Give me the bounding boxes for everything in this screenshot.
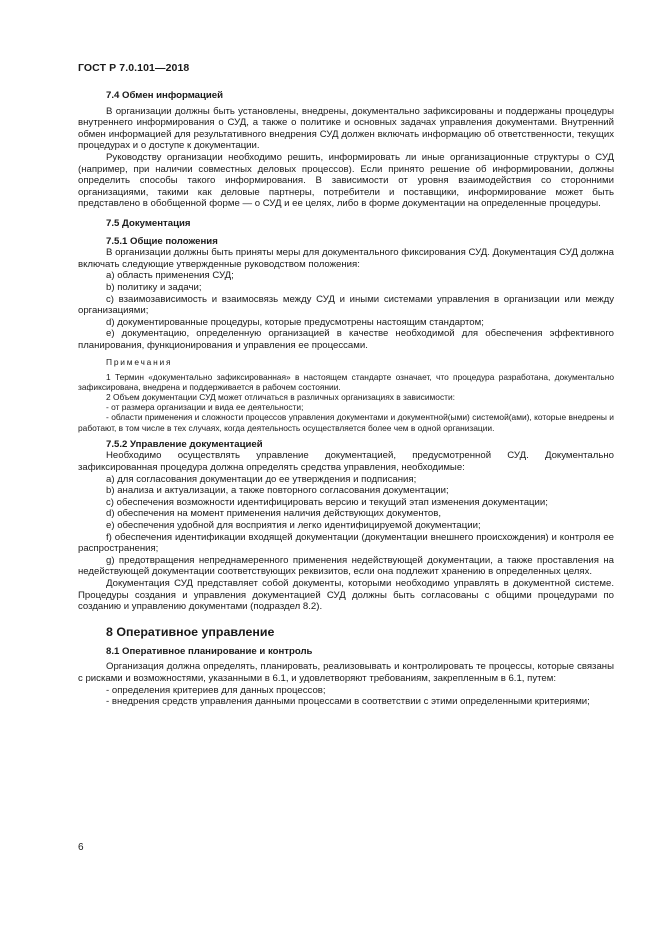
list-item: a) область применения СУД; — [106, 270, 234, 282]
paragraph: Организация должна определять, планировать, реализовывать и контролировать те процессы, которые связаны с рисками и возможностями, указанными в 6.1, и удовлетворяют требованиям, закрепленным в 6.1, путем: — [78, 661, 614, 684]
notes-title: Примечания — [106, 357, 173, 368]
list-item: d) документированные процедуры, которые предусмотрены настоящим стандартом; — [106, 316, 484, 328]
paragraph: Руководству организации необходимо решить, информировать ли иные организационные структуры о СУД (например, при наличии совместных деловых процессов). Если принято решение об информировании, должны определить способы такого информирования. В зависимости от уровня взаимодействия со сторонними организациями, такими как деловые партнеры, потребители и поставщики, информирование может быть представлено в обобщенной форме — о СУД и ее целях, либо в форме документации на определенные процедуры. — [78, 151, 614, 210]
paragraph: В организации должны быть установлены, внедрены, документально зафиксированы и поддержаны процедуры внутреннего информирования о СУД, а также о политике и основных задачах управления документами. Внутренний обмен информацией для результативного внедрения СУД должен включать информацию об ответственности, текущих процедурах и о доступе к документации. — [78, 105, 614, 152]
section-heading-7-5-2: 7.5.2 Управление документацией — [106, 438, 263, 450]
paragraph: Необходимо осуществлять управление документацией, предусмотренной СУД. Документально зафиксированная процедура должна определять средства управления, необходимые: — [78, 450, 614, 474]
section-heading-7-4: 7.4 Обмен информацией — [106, 90, 224, 101]
list-item: a) для согласования документации до ее утверждения и подписания; — [106, 473, 417, 485]
section-heading-8: 8 Оперативное управление — [106, 624, 275, 639]
section-heading-7-5: 7.5 Документация — [106, 217, 191, 229]
list-item: b) анализа и актуализации, а также повторного согласования документации; — [106, 485, 449, 497]
list-item: g) предотвращения непреднамеренного применения недействующей документации, а также проставления на недействующей документации соответствующих реквизитов, если она подлежит хранению в определенных целях. — [78, 554, 614, 578]
list-item: - определения критериев для данных процессов; — [106, 684, 326, 696]
list-item: b) политику и задачи; — [106, 281, 202, 293]
page-number: 6 — [78, 842, 84, 853]
note-item: - от размера организации и вида ее деятельности; — [106, 402, 304, 413]
section-heading-7-5-1: 7.5.1 Общие положения — [106, 235, 218, 247]
section-heading-8-1: 8.1 Оперативное планирование и контроль — [106, 645, 313, 657]
notes-block — [78, 357, 614, 432]
list-item: d) обеспечения на момент применения наличия действующих документов, — [106, 508, 442, 520]
list-item: f) обеспечения идентификации входящей документации (документации внешнего происхождения) и контроля ее распространения; — [78, 531, 614, 555]
standard-header: ГОСТ Р 7.0.101—2018 — [78, 62, 190, 74]
list-item: c) взаимозависимость и взаимосвязь между СУД и иными системами управления в организации или между организациями; — [78, 293, 614, 317]
note-item: 2 Объем документации СУД может отличаться в различных организациях в зависимости: — [106, 392, 455, 403]
paragraph: Документация СУД представляет собой документы, которыми необходимо управлять в документной системе. Процедуры создания и управления документацией СУД должны быть согласованы с общими процедурами по созданию и управлению документами (подраздел 8.2). — [78, 578, 614, 613]
page-content — [78, 90, 614, 708]
list-item: c) обеспечения возможности идентифицировать версию и текущий этап изменения документации; — [106, 496, 548, 508]
paragraph: В организации должны быть приняты меры для документального фиксирования СУД. Документация СУД должна включать следующие утвержденные руководством положения: — [78, 247, 614, 270]
note-item: 1 Термин «документально зафиксированная» в настоящем стандарте означает, что процедура разработана, документально зафиксирована, внедрена и поддерживается в рабочем состоянии. — [78, 371, 614, 392]
note-item: - области применения и сложности процессов управления документами и документной(ыми) системой(ами), которые внедрены и работают, в том числе в тех случаях, когда деятельность осуществляется более чем в одной организации. — [78, 412, 614, 433]
list-item: e) документацию, определенную организацией в качестве необходимой для обеспечения эффективного планирования, функционирования и управления ее процессами. — [78, 328, 614, 351]
list-item: e) обеспечения удобной для восприятия и легко идентифицируемой документации; — [106, 520, 481, 532]
list-item: - внедрения средств управления данными процессами в соответствии с этими определенными критериями; — [106, 696, 590, 708]
